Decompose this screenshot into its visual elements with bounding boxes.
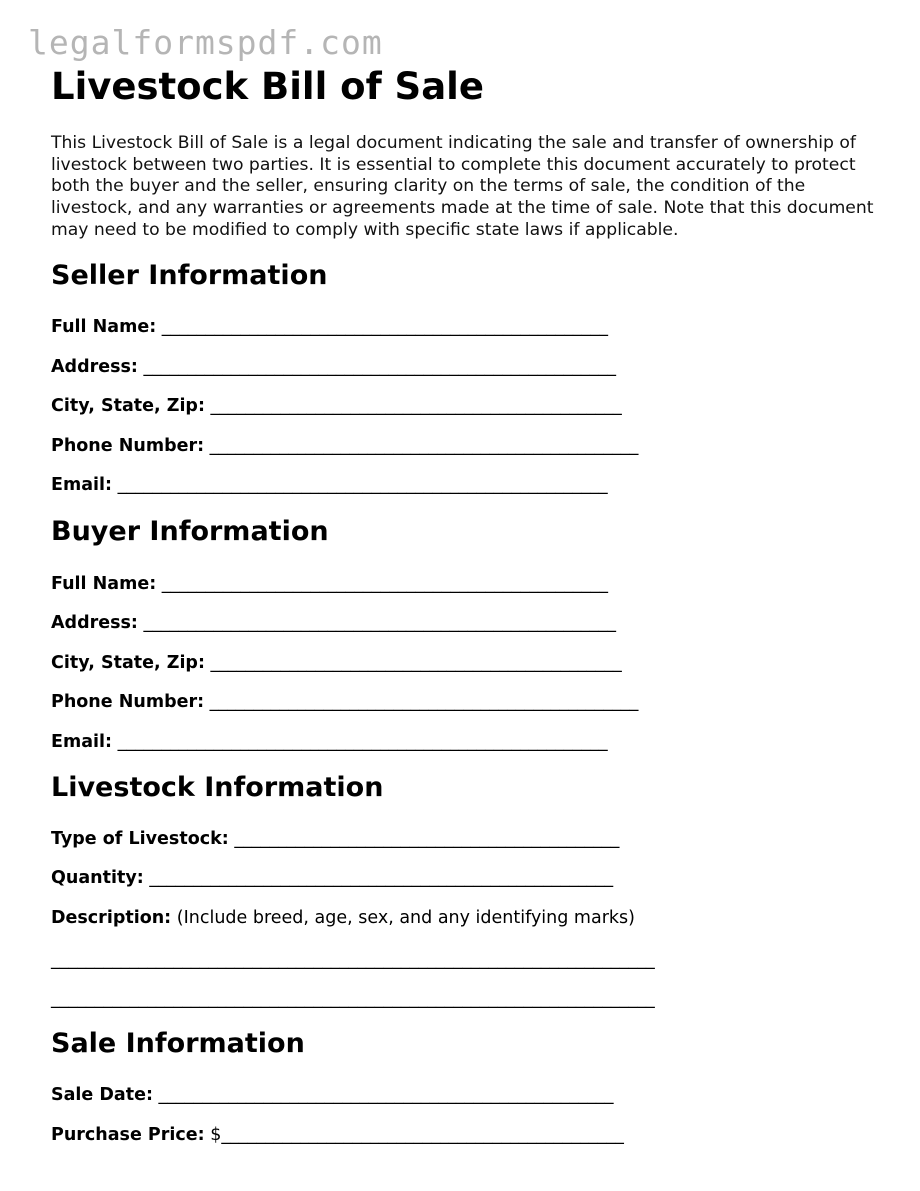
livestock-description-label: Description: xyxy=(51,908,172,928)
purchase-price-blank[interactable] xyxy=(210,1125,624,1145)
dollar-sign: $ xyxy=(210,1125,222,1145)
livestock-type-field xyxy=(51,829,619,850)
seller-city-state-zip-label: City, State, Zip: xyxy=(51,396,205,416)
livestock-section-title: Livestock Information xyxy=(51,772,384,803)
buyer-address-label: Address: xyxy=(51,613,138,633)
seller-address-blank[interactable]: ______________________________________________________ xyxy=(143,357,617,377)
purchase-price-label: Purchase Price: xyxy=(51,1125,205,1145)
buyer-phone-field xyxy=(51,692,638,713)
seller-section-title: Seller Information xyxy=(51,260,328,291)
buyer-address-field xyxy=(51,613,616,634)
buyer-address-blank[interactable]: ______________________________________________________ xyxy=(143,613,617,633)
buyer-full-name-field xyxy=(51,574,608,595)
buyer-full-name-label: Full Name: xyxy=(51,574,157,594)
buyer-full-name-blank[interactable]: ___________________________________________________ xyxy=(161,574,609,594)
sale-date-label: Sale Date: xyxy=(51,1085,153,1105)
seller-phone-blank[interactable]: _________________________________________________ xyxy=(209,436,639,456)
buyer-city-state-zip-field xyxy=(51,653,622,674)
site-watermark: legalformspdf.com xyxy=(28,23,383,62)
livestock-quantity-label: Quantity: xyxy=(51,868,144,888)
page-title: Livestock Bill of Sale xyxy=(51,65,484,108)
buyer-city-state-zip-blank[interactable]: _______________________________________________ xyxy=(210,653,622,673)
sale-section-title: Sale Information xyxy=(51,1028,305,1059)
seller-email-label: Email: xyxy=(51,475,112,495)
sale-date-field xyxy=(51,1085,614,1106)
seller-full-name-blank[interactable]: ___________________________________________________ xyxy=(161,317,609,337)
buyer-section-title: Buyer Information xyxy=(51,516,329,547)
purchase-price-field xyxy=(51,1125,624,1146)
seller-full-name-field xyxy=(51,317,608,338)
livestock-description-line-2[interactable]: _____________________________________________________________________ xyxy=(51,989,655,1009)
seller-full-name-label: Full Name: xyxy=(51,317,157,337)
livestock-type-label: Type of Livestock: xyxy=(51,829,229,849)
livestock-description-note: (Include breed, age, sex, and any identifying marks) xyxy=(176,908,635,928)
seller-city-state-zip-blank[interactable]: _______________________________________________ xyxy=(210,396,622,416)
seller-address-label: Address: xyxy=(51,357,138,377)
intro-paragraph: This Livestock Bill of Sale is a legal document indicating the sale and transfer of ownership of livestock between two parties. It is essential to complete this document accurately to protect both the buyer and the seller, ensuring clarity on the terms of sale, the condition of the livestock, and any warranties or agreements made at the time of sale. Note that this document may need to be modified to comply with specific state laws if applicable. xyxy=(51,133,874,240)
seller-city-state-zip-field xyxy=(51,396,622,417)
livestock-description-line-1[interactable]: _____________________________________________________________________ xyxy=(51,950,655,970)
livestock-description-field xyxy=(51,908,635,929)
buyer-email-field xyxy=(51,732,608,753)
seller-email-blank[interactable]: ________________________________________________________ xyxy=(117,475,608,495)
buyer-email-label: Email: xyxy=(51,732,112,752)
sale-date-blank[interactable]: ____________________________________________________ xyxy=(158,1085,614,1105)
purchase-price-line: ______________________________________________ xyxy=(221,1125,624,1145)
buyer-email-blank[interactable]: ________________________________________________________ xyxy=(117,732,608,752)
buyer-phone-label: Phone Number: xyxy=(51,692,205,712)
livestock-type-blank[interactable]: ____________________________________________ xyxy=(234,829,620,849)
livestock-quantity-field xyxy=(51,868,613,889)
livestock-quantity-blank[interactable]: _____________________________________________________ xyxy=(149,868,614,888)
seller-address-field xyxy=(51,357,616,378)
buyer-city-state-zip-label: City, State, Zip: xyxy=(51,653,205,673)
buyer-phone-blank[interactable]: _________________________________________________ xyxy=(209,692,639,712)
seller-email-field xyxy=(51,475,608,496)
seller-phone-label: Phone Number: xyxy=(51,436,205,456)
seller-phone-field xyxy=(51,436,638,457)
